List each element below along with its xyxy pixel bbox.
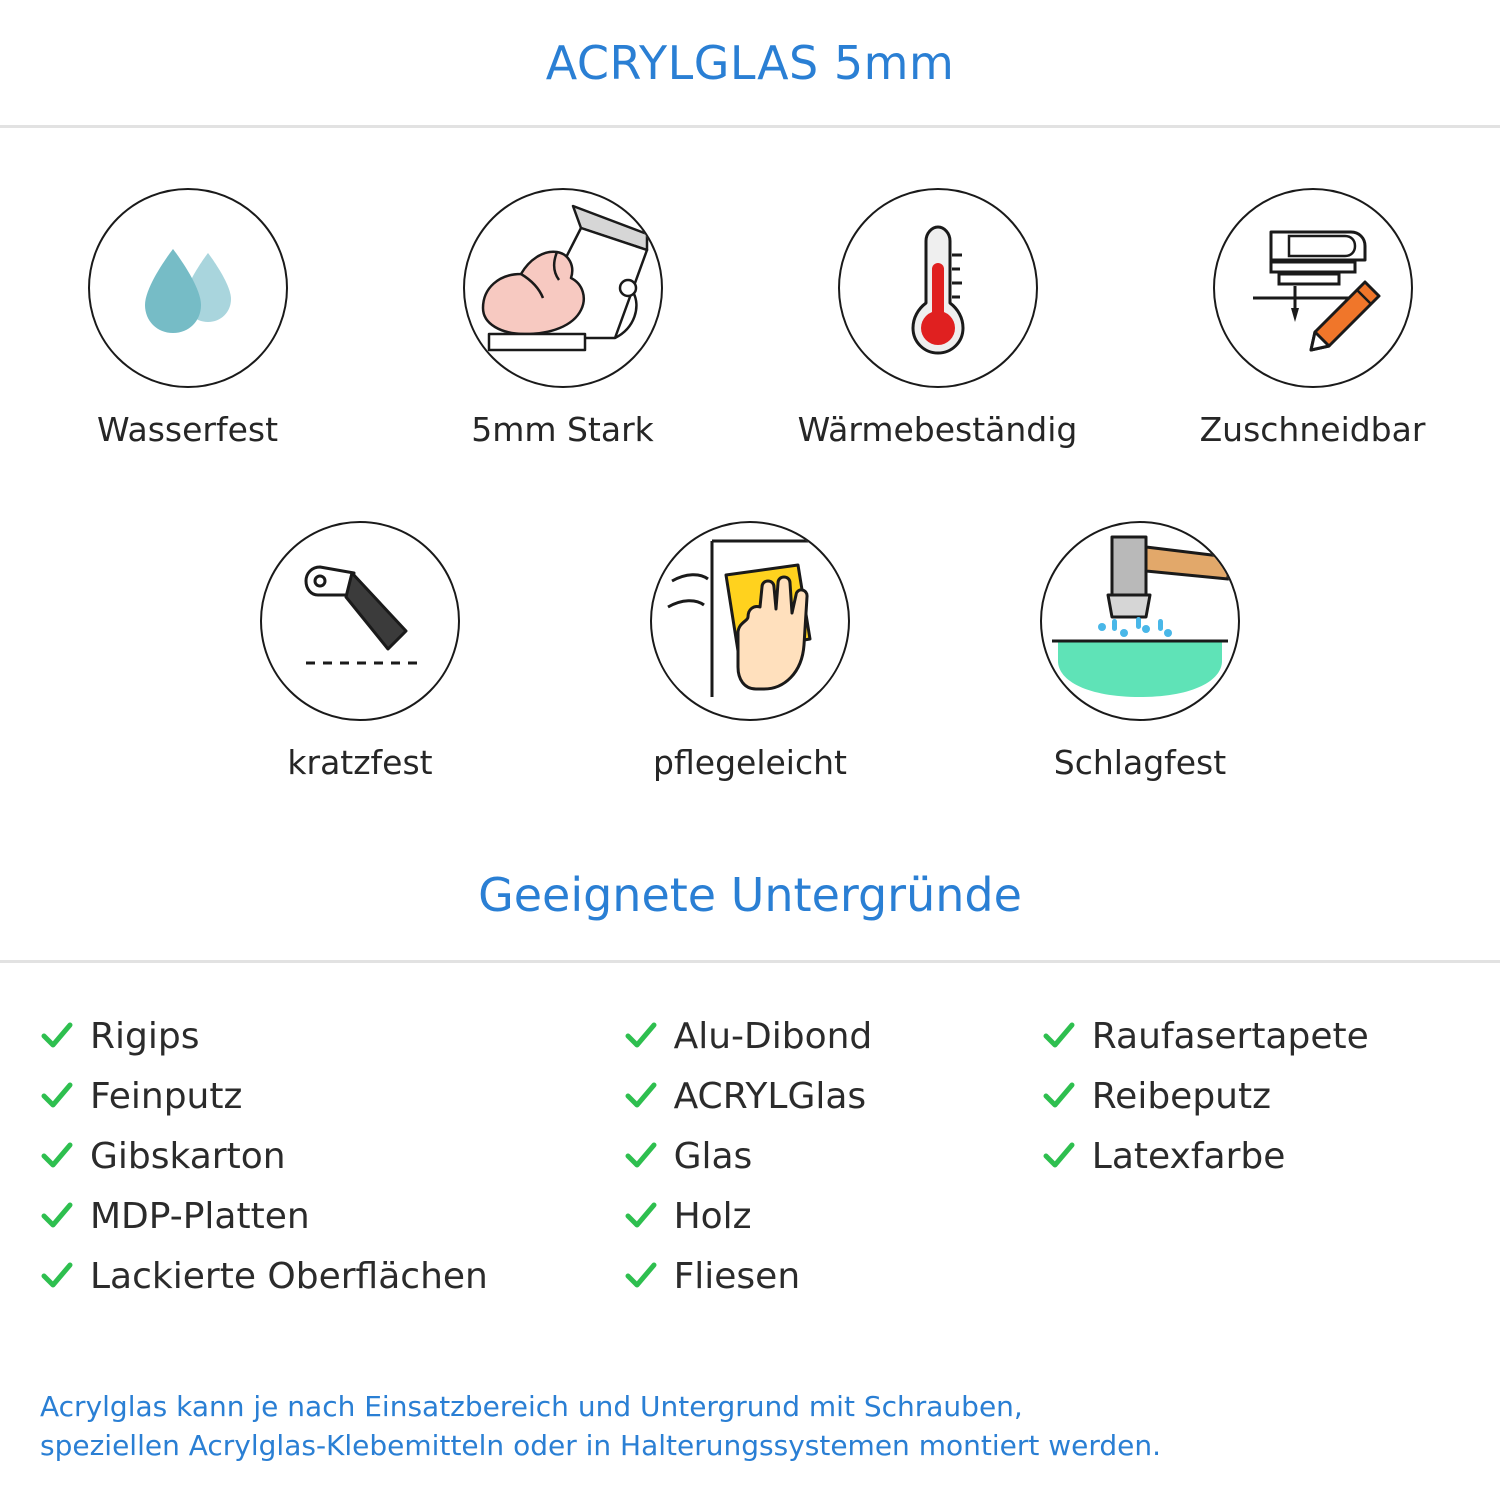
feature-schlagfest xyxy=(945,521,1335,782)
list-item-label: Gibskarton xyxy=(90,1135,286,1177)
list-item xyxy=(40,1249,624,1303)
footer-line-1: Acrylglas kann je nach Einsatzbereich und Untergrund mit Schrauben, xyxy=(40,1389,1023,1423)
feature-label: Schlagfest xyxy=(1053,743,1227,782)
section-title: Geeignete Untergründe xyxy=(478,868,1022,922)
list-item-label: MDP-Platten xyxy=(90,1195,310,1237)
feature-label: Zuschneidbar xyxy=(1199,410,1426,449)
hammer-impact-icon xyxy=(1042,521,1238,721)
feature-label: Wasserfest xyxy=(96,410,279,449)
footer-line-2: speziellen Acrylglas-Klebemitteln oder in Halterungssystemen montiert werden. xyxy=(40,1429,1162,1463)
jigsaw-cutter-icon xyxy=(1233,206,1393,370)
list-item xyxy=(624,1129,1042,1183)
checklist-column-1 xyxy=(40,1009,624,1303)
list-item xyxy=(1042,1009,1460,1063)
feature-label: Wärmebeständig xyxy=(797,410,1078,449)
list-item xyxy=(624,1069,1042,1123)
list-item-label: Holz xyxy=(673,1195,752,1237)
list-item-label: Feinputz xyxy=(90,1075,243,1117)
list-item-label: ACRYLGlas xyxy=(673,1075,867,1117)
list-item xyxy=(624,1189,1042,1243)
check-icon xyxy=(40,1139,74,1173)
list-item-label: Raufasertapete xyxy=(1091,1015,1369,1057)
check-icon xyxy=(1042,1139,1076,1173)
hand-cloth-wipe-icon xyxy=(652,521,848,721)
list-item xyxy=(40,1189,624,1243)
check-icon xyxy=(40,1259,74,1293)
list-item xyxy=(40,1009,624,1063)
list-item xyxy=(40,1069,624,1123)
feature-kratzfest xyxy=(165,521,555,782)
substrates-checklist xyxy=(0,963,1500,1303)
feature-wasserfest xyxy=(0,188,375,449)
check-icon xyxy=(40,1199,74,1233)
footer-note xyxy=(40,1387,1460,1467)
check-icon xyxy=(624,1259,658,1293)
feature-label: pflegeleicht xyxy=(653,743,847,782)
feature-label: 5mm Stark xyxy=(471,410,654,449)
thermometer-icon xyxy=(863,211,1013,365)
list-item xyxy=(624,1249,1042,1303)
list-item xyxy=(40,1129,624,1183)
water-drops-icon xyxy=(113,211,263,365)
list-item-label: Rigips xyxy=(90,1015,200,1057)
check-icon xyxy=(1042,1079,1076,1113)
list-item-label: Glas xyxy=(673,1135,753,1177)
list-item xyxy=(624,1009,1042,1063)
check-icon xyxy=(624,1019,658,1053)
check-icon xyxy=(40,1019,74,1053)
checklist-column-3 xyxy=(1042,1009,1460,1303)
feature-icon-circle xyxy=(1213,188,1413,388)
feature-icon-circle xyxy=(463,188,663,388)
header xyxy=(0,0,1500,128)
feature-icon-circle xyxy=(838,188,1038,388)
feature-row-2 xyxy=(0,521,1500,782)
feature-icon-circle xyxy=(650,521,850,721)
feature-waermebestaendig xyxy=(750,188,1125,449)
feature-row-1 xyxy=(0,188,1500,449)
knife-scratch-icon xyxy=(280,539,440,703)
page-title: ACRYLGLAS 5mm xyxy=(545,35,955,90)
check-icon xyxy=(40,1079,74,1113)
flexing-arm-icon xyxy=(465,188,661,388)
check-icon xyxy=(624,1139,658,1173)
feature-icon-circle xyxy=(1040,521,1240,721)
check-icon xyxy=(624,1079,658,1113)
list-item-label: Latexfarbe xyxy=(1091,1135,1286,1177)
list-item-label: Reibeputz xyxy=(1091,1075,1272,1117)
feature-zuschneidbar xyxy=(1125,188,1500,449)
check-icon xyxy=(1042,1019,1076,1053)
check-icon xyxy=(624,1199,658,1233)
feature-icon-circle xyxy=(88,188,288,388)
feature-label: kratzfest xyxy=(287,743,433,782)
list-item-label: Alu-Dibond xyxy=(673,1015,873,1057)
feature-pflegeleicht xyxy=(555,521,945,782)
feature-icon-circle xyxy=(260,521,460,721)
list-item-label: Fliesen xyxy=(673,1255,801,1297)
section-header xyxy=(0,868,1500,963)
feature-5mm-stark xyxy=(375,188,750,449)
list-item-label: Lackierte Oberflächen xyxy=(90,1255,488,1297)
list-item xyxy=(1042,1069,1460,1123)
checklist-column-2 xyxy=(624,1009,1042,1303)
features-section xyxy=(0,128,1500,782)
list-item xyxy=(1042,1129,1460,1183)
